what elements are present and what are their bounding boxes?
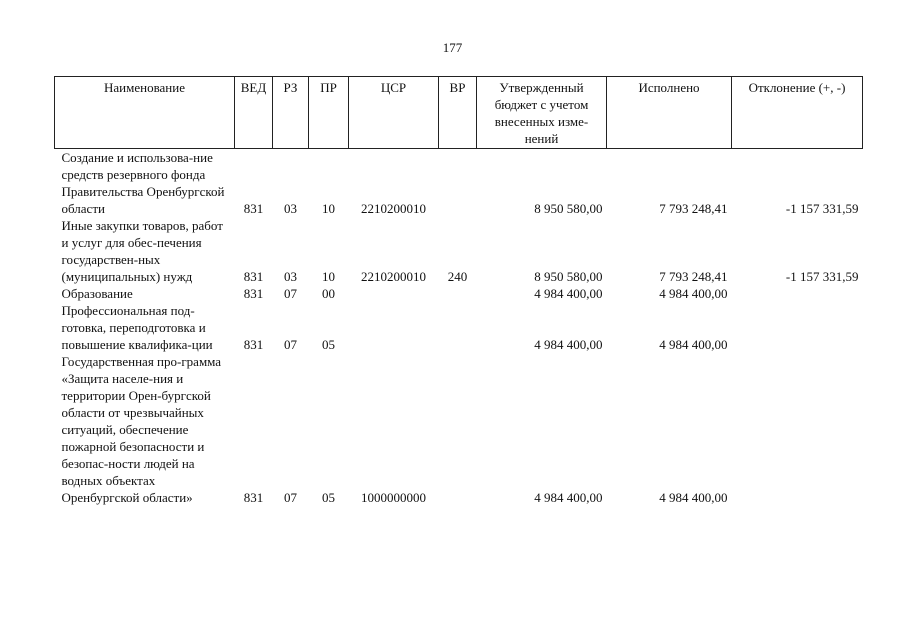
row-approved: 4 984 400,00 [534, 286, 603, 301]
row-ved: 831 [243, 337, 264, 352]
row-csr: 1000000000 [361, 490, 426, 505]
row-ved: 831 [243, 269, 264, 284]
row-approved: 4 984 400,00 [534, 337, 603, 352]
table-row [55, 302, 863, 353]
row-ved: 831 [243, 490, 264, 505]
row-approved: 4 984 400,00 [534, 490, 603, 505]
header-pr: ПР [309, 77, 349, 149]
row-vr [439, 285, 477, 302]
row-ved: 831 [243, 201, 264, 216]
row-executed: 4 984 400,00 [659, 286, 728, 301]
row-executed: 7 793 248,41 [659, 269, 728, 284]
row-executed: 7 793 248,41 [659, 201, 728, 216]
row-rz: 07 [284, 337, 297, 352]
row-deviation: -1 157 331,59 [785, 201, 859, 216]
table-header-row [55, 77, 863, 149]
header-vr: ВР [439, 77, 477, 149]
row-csr: 2210200010 [361, 269, 426, 284]
row-pr: 10 [322, 201, 335, 216]
row-vr [439, 302, 477, 353]
header-ved: ВЕД [235, 77, 273, 149]
row-csr [349, 302, 439, 353]
row-executed: 4 984 400,00 [659, 337, 728, 352]
table-row [55, 149, 863, 218]
row-vr [439, 149, 477, 218]
row-csr [349, 285, 439, 302]
row-executed: 4 984 400,00 [659, 490, 728, 505]
row-name: Образование [61, 286, 133, 301]
row-csr: 2210200010 [361, 201, 426, 216]
row-rz: 07 [284, 490, 297, 505]
row-rz: 03 [284, 269, 297, 284]
row-name: Государственная про-грамма «Защита населе-ния и территории Орен-бургской области от чрезвычайных ситуаций, обеспечение пожарной безопасности и безопас-ности людей на водных объектах Оренбургской области» [61, 354, 222, 505]
budget-execution-table [54, 76, 863, 506]
row-approved: 8 950 580,00 [534, 269, 603, 284]
header-csr: ЦСР [349, 77, 439, 149]
row-name: Создание и использова-ние средств резервного фонда Правительства Оренбургской области [61, 150, 225, 216]
row-vr: 240 [447, 269, 468, 284]
header-name: Наименование [55, 77, 235, 149]
row-rz: 03 [284, 201, 297, 216]
header-executed: Исполнено [607, 77, 732, 149]
row-pr: 10 [322, 269, 335, 284]
header-approved-budget: Утвержденный бюджет с учетом внесенных изме-нений [477, 77, 607, 149]
table-row [55, 285, 863, 302]
row-deviation [732, 353, 863, 506]
header-rz: РЗ [273, 77, 309, 149]
row-pr: 00 [322, 286, 335, 301]
row-approved: 8 950 580,00 [534, 201, 603, 216]
row-name: Профессиональная под-готовка, переподготовка и повышение квалифика-ции [61, 303, 213, 352]
row-deviation [732, 302, 863, 353]
row-deviation: -1 157 331,59 [785, 269, 859, 284]
row-ved: 831 [243, 286, 264, 301]
row-deviation [732, 285, 863, 302]
table-row [55, 353, 863, 506]
row-name: Иные закупки товаров, работ и услуг для обес-печения государствен-ных (муниципальных) нужд [61, 218, 223, 284]
table-row [55, 217, 863, 285]
page-number: 177 [442, 40, 463, 55]
row-pr: 05 [322, 490, 335, 505]
row-vr [439, 353, 477, 506]
header-deviation: Отклонение (+, -) [732, 77, 863, 149]
row-rz: 07 [284, 286, 297, 301]
row-pr: 05 [322, 337, 335, 352]
